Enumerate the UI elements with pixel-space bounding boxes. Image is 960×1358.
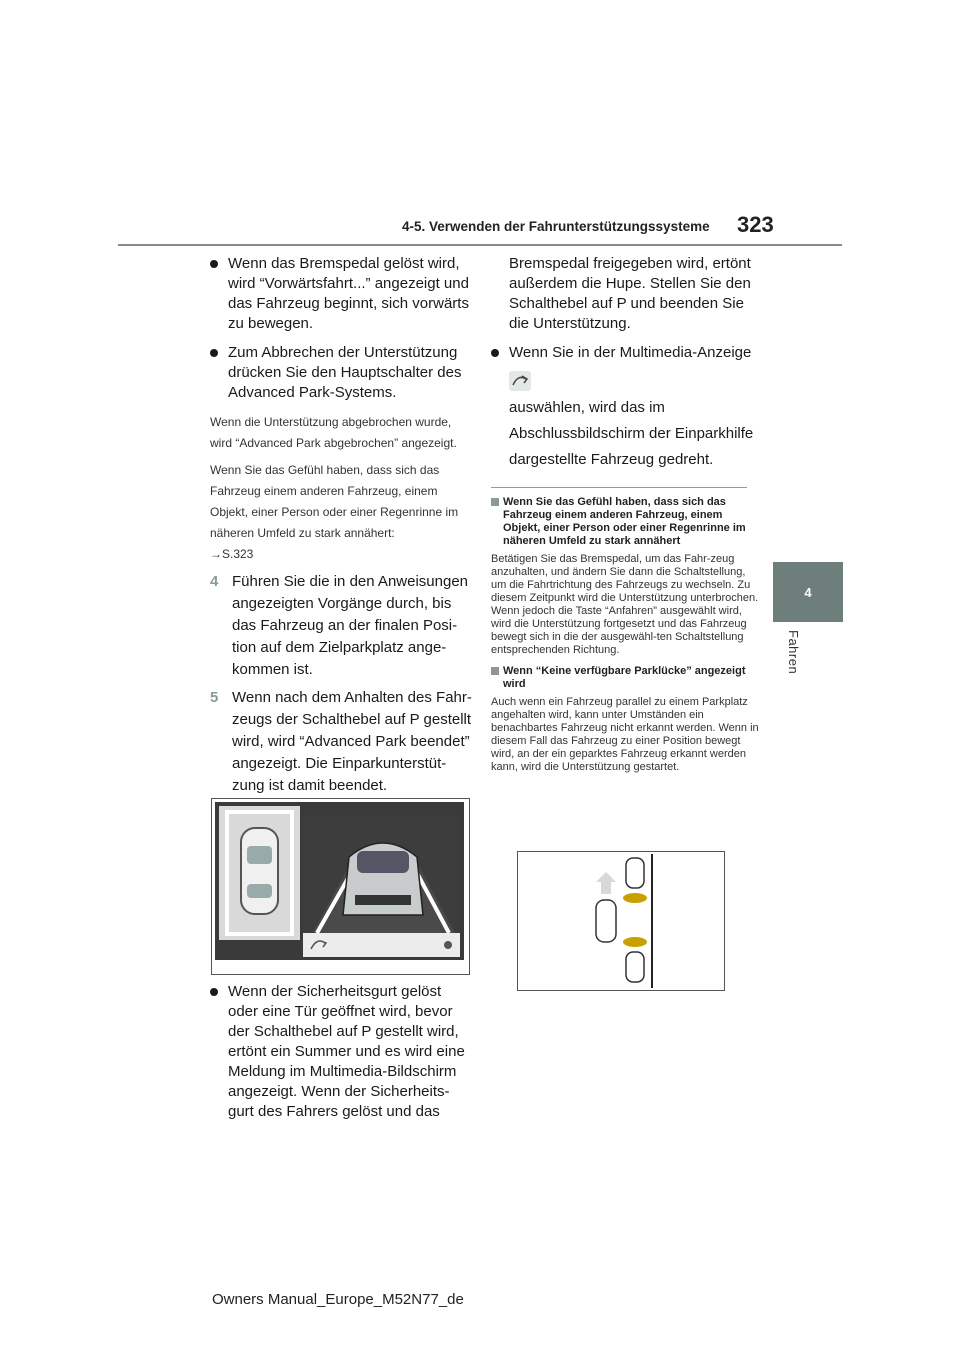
section-divider <box>491 487 747 488</box>
continued-text: Bremspedal freigegeben wird, ertönt außerdem die Hupe. Stellen Sie den Schalthebel auf P und beenden Sie die Unterstützung. <box>509 255 751 332</box>
chapter-tab <box>773 562 843 622</box>
note-cancelled: Wenn die Unterstützung abgebrochen wurde, wird “Advanced Park abgebrochen” angezeigt. <box>210 415 457 450</box>
bullet-brake-release: Wenn das Bremspedal gelöst wird, wird “Vorwärtsfahrt...” angezeigt und das Fahrzeug beginnt, sich vorwärts zu bewegen. <box>210 254 472 334</box>
left-column <box>210 254 472 797</box>
multimedia-screen <box>215 802 464 960</box>
bullet-seatbelt: Wenn der Sicherheitsgurt gelöst oder eine Tür geöffnet wird, bevor der Schalthebel auf P gestellt wird, ertönt ein Summer und es wird eine Meldung im Multimedia-Bildschirm angezeigt. Wenn der Sicherheits-gurt des Fahrers gelöst und das <box>210 982 472 1122</box>
footer-doc-id: Owners Manual_Europe_M52N77_de <box>212 1291 464 1308</box>
section-title: 4-5. Verwenden der Fahrunterstützungssysteme <box>402 219 710 234</box>
text-too-close: Betätigen Sie das Bremspedal, um das Fahr-zeug anzuhalten, und ändern Sie dann die Schaltstellung, um die Fahrtrichtung des Fahrzeugs zu wechseln. Zu diesem Zeitpunkt wird die Unterstützung unterbrochen. Wenn jedoch die Taste “Anfahren” ausgewählt wird, wird die Unterstützung fortgesetzt und das Fahrzeug bewegt sich in die der ausgewähl-ten Schaltstellung entsprechenden Richtung. <box>491 553 759 656</box>
parking-screen-figure <box>211 798 470 975</box>
right-column <box>491 254 759 774</box>
step-number: 5 <box>210 689 219 706</box>
camera-view-panel <box>303 815 460 933</box>
heading-too-close: Wenn Sie das Gefühl haben, dass sich das Fahrzeug einem anderen Fahrzeug, einem Objekt, einer Person oder einer Regenrinne im näheren Umfeld zu stark annähert <box>491 496 759 548</box>
chapter-label: Fahren <box>786 630 801 675</box>
parallel-parking-figure <box>517 851 725 991</box>
step-4: 4 Führen Sie die in den Anweisungen angezeigten Vorgänge durch, bis das Fahrzeug an der finalen Posi-tion auf dem Zielparkplatz ange-kommen ist. <box>210 573 469 678</box>
step-5: 5 Wenn nach dem Anhalten des Fahr-zeugs der Schalthebel auf P gestellt wird, wird “Advanced Park beendet” angezeigt. Die Einparkunterstüt-zung ist damit beendet. <box>210 689 472 794</box>
rotate-view-icon <box>509 371 531 391</box>
heading-no-space: Wenn “Keine verfügbare Parklücke” angezeigt wird <box>491 665 759 691</box>
text-no-space: Auch wenn ein Fahrzeug parallel zu einem Parkplatz angehalten wird, kann unter Umständen ein benachbartes Fahrzeug nicht erkannt werden. Wenn in diesem Fall das Fahrzeug zu einer Position bewegt wird, an der ein geparktes Fahrzeug erkannt werden kann, wird die Unterstützung gestartet. <box>491 696 759 773</box>
bullet-cancel: Zum Abbrechen der Unterstützung drücken Sie den Hauptschalter des Advanced Park-Systems. <box>210 343 472 403</box>
note-too-close: Wenn Sie das Gefühl haben, dass sich das Fahrzeug einem anderen Fahrzeug, einem Objekt, einer Person oder einer Regenrinne im näheren Umfeld zu stark annähert: <box>210 463 459 540</box>
step-number: 4 <box>210 573 219 590</box>
top-view-panel <box>219 806 300 940</box>
settings-gear-icon <box>444 941 452 949</box>
chapter-number: 4 <box>804 584 812 600</box>
page-reference: →S.323 <box>210 547 254 561</box>
page-number: 323 <box>737 212 774 237</box>
bullet-rotate-vehicle: Wenn Sie in der Multimedia-Anzeige auswählen, wird das im Abschlussbildschirm der Einparkhilfe dargestellte Fahrzeug gedreht. <box>491 343 759 473</box>
screen-button-bar <box>303 933 460 957</box>
rotate-view-icon <box>311 941 326 949</box>
header-rule <box>118 244 842 246</box>
left-column-lower <box>210 982 472 1131</box>
